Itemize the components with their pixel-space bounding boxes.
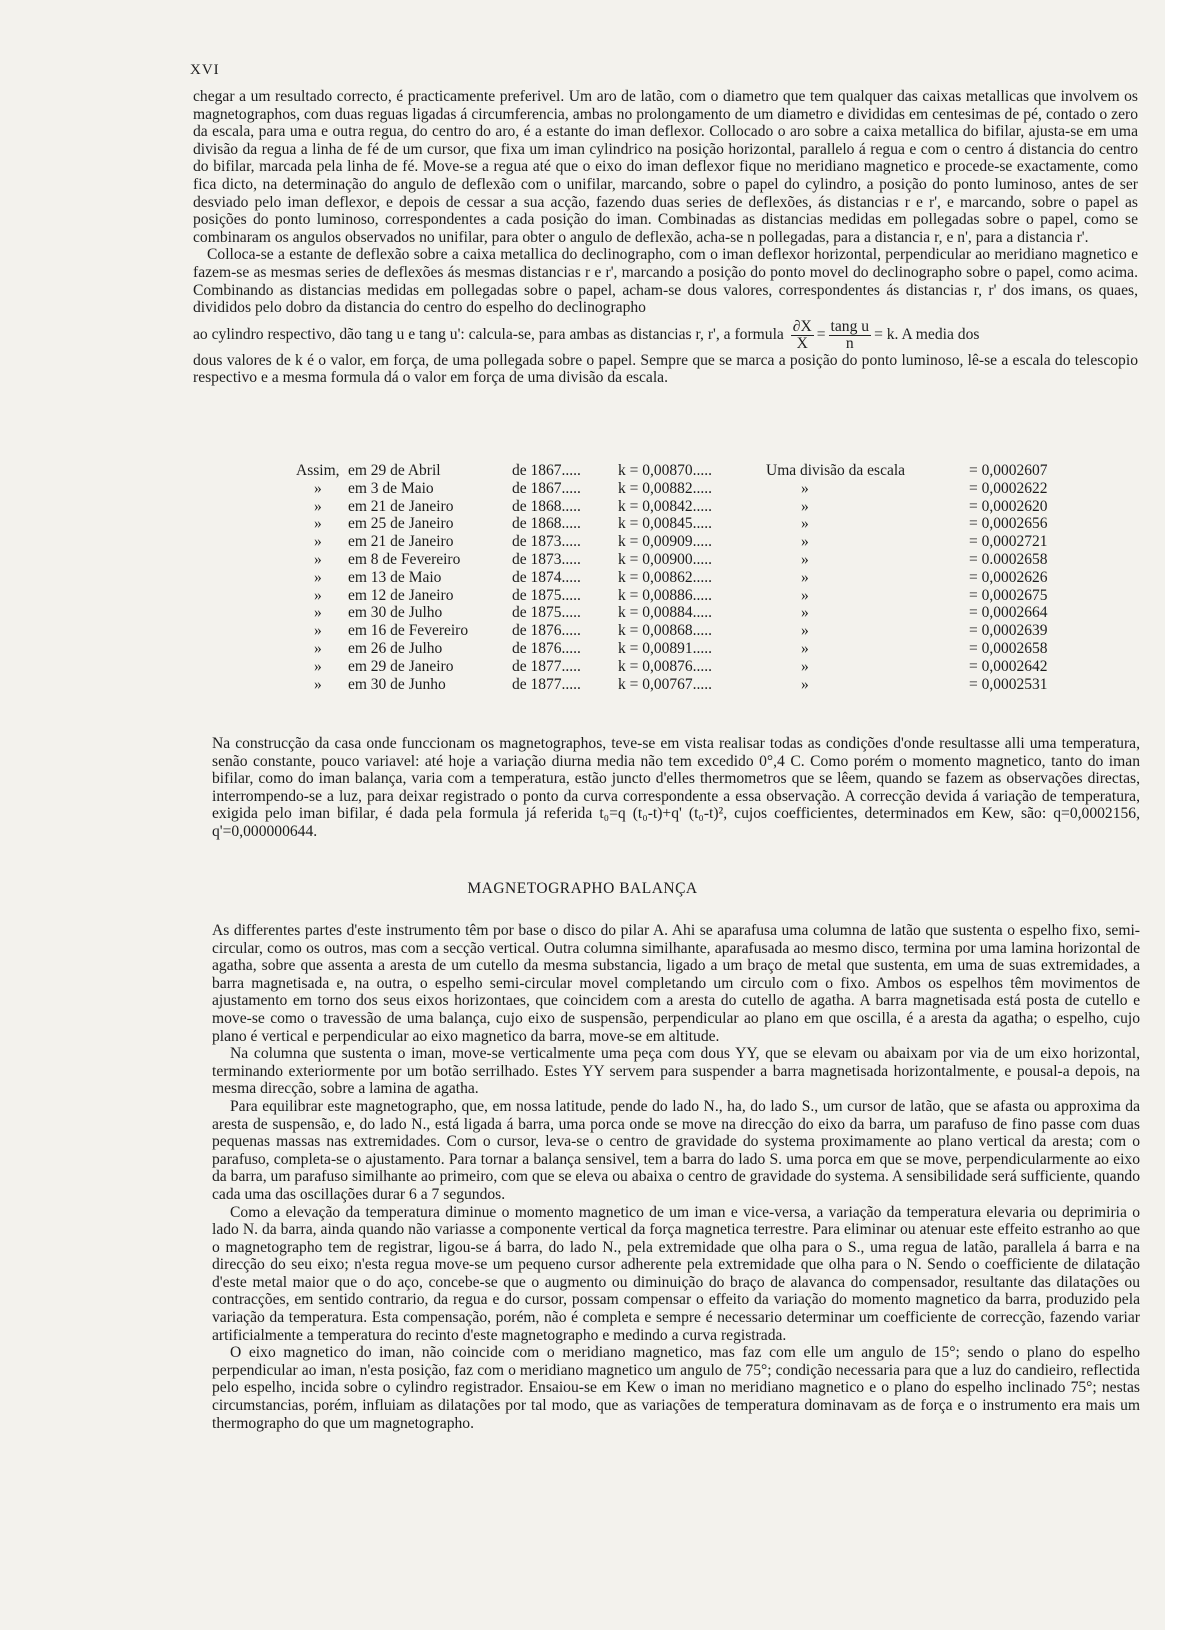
- page-number: XVI: [190, 62, 220, 78]
- section-paragraph-1: As differentes partes d'este instrumento têm por base o disco do pilar A. Ahi se aparafusa uma columna de latão que sustenta o espelho fixo, semi-circular, como os outros, mas com a secção vertical. Outra columna similhante, aparafusada ao mesmo disco, termina por uma lamina horizontal de agatha, sobre que assenta a aresta de um cutello da mesma substancia, ligado a um braço de metal que sustenta, em uma de suas extremidades, a barra magnetisada e, na outra, o espelho semi-circular movel completando um circulo com o fixo. Ambos os espelhos têm movimentos de ajustamento em torno dos seus eixos horizontaes, que coincidem com a aresta do cutello de agatha. A barra magnetisada está posta de cutello e move-se como o travessão de uma balança, cujo eixo de suspensão, perpendicular ao plano em que oscilla, é a aresta da agatha; o espelho, cujo plano é vertical e perpendicular ao eixo magnetico da barra, move-se em altitude.: [212, 922, 1140, 1045]
- page-margin: [1165, 0, 1178, 1630]
- row-date: em 3 de Maio: [348, 479, 434, 497]
- row-division-value: = 0,0002658: [969, 639, 1048, 657]
- row-prefix: »: [314, 479, 322, 497]
- row-scale-label: »: [801, 515, 809, 533]
- table-row: [296, 569, 1056, 587]
- section-paragraph-3: Para equilibrar este magnetographo, que, em nossa latitude, pende do lado N., ha, do lado S., um cursor de latão, que se afasta ou approxima da aresta de suspensão, e, do lado N., está ligada á barra, uma porca onde se move na direcção do eixo da barra, um parafuso de fino passe com duas pequenas massas nas extremidades. Com o cursor, leva-se o centro de gravidade do systema proximamente ao plano vertical da aresta; com o parafuso, completa-se o ajustamento. Para tornar a balança sensivel, tem a barra do lado S. uma porca em que se move, perpendicularmente ao eixo da barra, um parafuso similhante ao primeiro, com que se eleva ou abaixa o centro de gravidade do systema. A sensibilidade será sufficiente, quando cada uma das oscillações durar 6 a 7 segundos.: [212, 1097, 1140, 1203]
- table-row: [296, 515, 1056, 533]
- row-division-value: = 0,0002622: [969, 479, 1048, 497]
- row-year: de 1877.....: [512, 657, 581, 675]
- table-row: [296, 658, 1056, 676]
- row-prefix: »: [314, 497, 322, 515]
- formula-lead-text: ao cylindro respectivo, dão tang u e tang u': calcula-se, para ambas as distancias r, r', a formula: [193, 325, 784, 343]
- fraction-numerator: tang u: [830, 317, 870, 335]
- row-division-value: = 0,0002664: [969, 604, 1048, 622]
- fraction-numerator: ∂X: [792, 317, 812, 335]
- row-date: em 29 de Abril: [348, 462, 441, 479]
- row-scale-label: »: [801, 604, 809, 622]
- row-scale-label: »: [801, 550, 809, 568]
- row-division-value: = 0,0002626: [969, 568, 1048, 586]
- row-k-value: k = 0,00882.....: [618, 479, 712, 497]
- row-date: em 12 de Janeiro: [348, 586, 454, 604]
- calibration-table: [296, 462, 1056, 693]
- row-date: em 30 de Junho: [348, 675, 446, 693]
- row-division-value: = 0,0002607: [969, 462, 1048, 479]
- row-prefix: »: [314, 550, 322, 568]
- row-prefix: »: [314, 568, 322, 586]
- row-scale-label: Uma divisão da escala: [766, 462, 906, 479]
- table-row: [296, 498, 1056, 516]
- row-prefix: »: [314, 657, 322, 675]
- row-date: em 13 de Maio: [348, 568, 442, 586]
- row-scale-label: »: [801, 622, 809, 640]
- row-k-value: k = 0,00767.....: [618, 675, 712, 693]
- intro-paragraph-1: chegar a um resultado correcto, é practicamente preferivel. Um aro de latão, com o diametro que tem qualquer das caixas metallicas que involvem os magnetographos, com duas reguas ligadas á circumferencia, ambas no prolongamento de um diametro e divididas em centesimas de pé, contado o zero da escala, para uma e outra regua, do centro do aro, é a estante do iman deflexor. Collocado o aro sobre a caixa metallica do bifilar, ajusta-se em uma divisão da regua a linha de fé de um cursor, que fixa um iman cylindrico na posição horizontal, parallelo á regua e com o centro á distancia do centro do bifilar, marcada pela linha de fé. Move-se a regua até que o eixo do iman deflexor fique no meridiano magnetico e procede-se exactamente, como fica dicto, na determinação do angulo de deflexão com o unifilar, marcando, sobre o papel do cylindro, a posição do ponto luminoso, antes de ser desviado pelo iman deflexor, e depois de cessar a sua acção, fazendo duas series de deflexões, ás distancias r e r', e marcando, sobre o papel as posições do ponto luminoso, correspondentes a cada posição do iman. Combinadas as distancias medidas em pollegadas sobre o papel, como se combinaram os angulos observados no unifilar, para obter o angulo de deflexão, acha-se n pollegadas, para a distancia r, e n', para a distancia r'.: [193, 88, 1138, 246]
- row-k-value: k = 0,00868.....: [618, 622, 712, 640]
- row-date: em 26 de Julho: [348, 639, 443, 657]
- row-prefix: »: [314, 639, 322, 657]
- row-k-value: k = 0,00884.....: [618, 604, 712, 622]
- row-prefix: »: [314, 533, 322, 551]
- fraction-tang-u-over-n: [829, 319, 872, 352]
- row-k-value: k = 0,00891.....: [618, 639, 712, 657]
- row-division-value: = 0,0002675: [969, 586, 1048, 604]
- row-year: de 1876.....: [512, 639, 581, 657]
- table-row: [296, 622, 1056, 640]
- table-row: [296, 533, 1056, 551]
- row-year: de 1874.....: [512, 568, 581, 586]
- row-prefix: Assim,: [296, 462, 340, 479]
- row-scale-label: »: [801, 639, 809, 657]
- row-division-value: = 0,0002721: [969, 533, 1048, 551]
- row-scale-label: »: [801, 497, 809, 515]
- intro-text: [193, 88, 1138, 387]
- temperature-paragraph: Na construcção da casa onde funccionam os magnetographos, teve-se em vista realisar todas as condições d'onde resultasse alli uma temperatura, senão constante, pouco variavel: até hoje a variação diurna media não tem excedido 0°,4 C. Como porém o momento magnetico, tanto do iman bifilar, como do iman balança, varia com a temperatura, estão juncto d'elles thermometros que se lêem, quando se fazem as observações directas, interrompendo-se a luz, para deixar registrado o ponto da curva correspondente a essa observação. A correcção devida á variação de temperatura, exigida pelo iman bifilar, é dada pela formula já referida t₀=q (t₀-t)+q' (t₀-t)², cujos coefficientes, determinados em Kew, são: q=0,0002156, q'=0,000000644.: [212, 735, 1140, 840]
- row-year: de 1877.....: [512, 675, 581, 693]
- row-prefix: »: [314, 586, 322, 604]
- row-date: em 30 de Julho: [348, 604, 443, 622]
- table-row: [296, 587, 1056, 605]
- row-division-value: = 0,0002620: [969, 497, 1048, 515]
- row-date: em 21 de Janeiro: [348, 497, 454, 515]
- row-scale-label: »: [801, 675, 809, 693]
- row-k-value: k = 0,00862.....: [618, 568, 712, 586]
- intro-closing-paragraph: dous valores de k é o valor, em força, de uma pollegada sobre o papel. Sempre que se marca a posição do ponto luminoso, lê-se a escala do telescopio respectivo e a mesma formula dá o valor em força de uma divisão da escala.: [193, 351, 1138, 387]
- row-year: de 1868.....: [512, 515, 581, 533]
- row-date: em 16 de Fevereiro: [348, 622, 469, 640]
- fraction-denominator: n: [845, 334, 854, 352]
- row-division-value: = 0.0002658: [969, 550, 1048, 568]
- row-year: de 1867.....: [512, 462, 581, 479]
- fraction-dx-over-x: [791, 319, 814, 352]
- row-k-value: k = 0,00876.....: [618, 657, 712, 675]
- row-scale-label: »: [801, 568, 809, 586]
- table-row: [296, 480, 1056, 498]
- row-year: de 1875.....: [512, 586, 581, 604]
- row-k-value: k = 0,00842.....: [618, 497, 712, 515]
- row-prefix: »: [314, 675, 322, 693]
- table-row: [296, 462, 1056, 480]
- row-date: em 29 de Janeiro: [348, 657, 454, 675]
- row-division-value: = 0,0002656: [969, 515, 1048, 533]
- row-prefix: »: [314, 604, 322, 622]
- row-k-value: k = 0,00870.....: [618, 462, 712, 479]
- formula-equals-k: = k.: [874, 325, 899, 343]
- row-k-value: k = 0,00845.....: [618, 515, 712, 533]
- row-year: de 1875.....: [512, 604, 581, 622]
- formula-line: ao cylindro respectivo, dão tang u e tang u': calcula-se, para ambas as distancias r, r', a formula $\frac{\partial X}{X}$ = $\frac{\text{tang u}}{n}$ = k. A media dos: [193, 317, 980, 352]
- table-row: [296, 551, 1056, 569]
- section-title: MAGNETOGRAPHO BALANÇA: [467, 880, 698, 897]
- row-scale-label: »: [801, 657, 809, 675]
- table-row: [296, 604, 1056, 622]
- row-division-value: = 0,0002642: [969, 657, 1048, 675]
- row-prefix: »: [314, 622, 322, 640]
- row-year: de 1873.....: [512, 533, 581, 551]
- temperature-note: [212, 735, 1140, 841]
- row-scale-label: »: [801, 479, 809, 497]
- row-scale-label: »: [801, 533, 809, 551]
- row-k-value: k = 0,00886.....: [618, 586, 712, 604]
- formula-trail-text: A media dos: [901, 325, 980, 343]
- row-year: de 1867.....: [512, 479, 581, 497]
- row-year: de 1873.....: [512, 550, 581, 568]
- row-prefix: »: [314, 515, 322, 533]
- section-paragraph-2: Na columna que sustenta o iman, move-se verticalmente uma peça com dous YY, que se elevam ou abaixam por via de um eixo horizontal, terminando exteriormente por um botão serrilhado. Estes YY servem para suspender a barra magnetisada horizontalmente, e pousal-a depois, na mesma direcção, sobre a lamina de agatha.: [212, 1045, 1140, 1098]
- row-division-value: = 0,0002639: [969, 622, 1048, 640]
- row-k-value: k = 0,00909.....: [618, 533, 712, 551]
- row-year: de 1868.....: [512, 497, 581, 515]
- row-date: em 8 de Fevereiro: [348, 550, 461, 568]
- table-row: [296, 676, 1056, 694]
- row-year: de 1876.....: [512, 622, 581, 640]
- intro-paragraph-2: Colloca-se a estante de deflexão sobre a caixa metallica do declinographo, com o iman deflexor horizontal, perpendicular ao meridiano magnetico e fazem-se as mesmas series de deflexões ás mesmas distancias r e r', marcando a posição do ponto movel do declinographo sobre o papel, como acima. Combinando as distancias medidas em pollegadas sobre o papel, acham-se dous valores, correspondentes ás distancias r, r' dos imans, os quaes, divididos pelo dobro da distancia do centro do espelho do declinographo: [193, 246, 1138, 317]
- row-date: em 25 de Janeiro: [348, 515, 454, 533]
- section-paragraph-5: O eixo magnetico do iman, não coincide com o meridiano magnetico, mas faz com elle um angulo de 15°; sendo o plano do espelho perpendicular ao iman, n'esta posição, faz com o meridiano magnetico um angulo de 75°; condição necessaria para que a luz do candieiro, reflectida pelo espelho, incida sobre o cylindro registrador. Ensaiou-se em Kew o iman no meridiano magnetico e o plano do espelho inclinado 75°; nestas circumstancias, porém, influiam as dilatações por tal modo, que as variações de temperatura dominavam as de força e o instrumento era mais um thermographo do que um magnetographo.: [212, 1344, 1140, 1432]
- row-date: em 21 de Janeiro: [348, 533, 454, 551]
- row-division-value: = 0,0002531: [969, 675, 1048, 693]
- row-k-value: k = 0,00900.....: [618, 550, 712, 568]
- row-scale-label: »: [801, 586, 809, 604]
- table-row: [296, 640, 1056, 658]
- section-body: [212, 922, 1140, 1432]
- section-paragraph-4: Como a elevação da temperatura diminue o momento magnetico de um iman e vice-versa, a variação da temperatura elevaria ou deprimiria o lado N. da barra, ainda quando não variasse a componente vertical da força magnetica terrestre. Para eliminar ou atenuar este effeito estranho ao que o magnetographo tem de registrar, ligou-se á barra, do lado N., pela extremidade que olha para o S., uma regua de latão, parallela á barra e na direcção do seu eixo; n'esta regua move-se um pequeno cursor adherente pela extremidade que olha para o N. Sendo o coefficiente de dilatação d'este metal maior que o do aço, concebe-se que o augmento ou diminuição do braço de alavanca do compensador, resultante das dilatações ou contracções, em sentido contrario, da regua e do cursor, possam compensar o effeito da variação do momento magnetico da barra, produzido pela variação da temperatura. Esta compensação, porém, não é completa e sempre é necessario determinar um coefficiente de correcção, fazendo variar artificialmente a temperatura do recinto d'este magnetographo e medindo a curva registrada.: [212, 1203, 1140, 1344]
- fraction-denominator: X: [796, 334, 808, 352]
